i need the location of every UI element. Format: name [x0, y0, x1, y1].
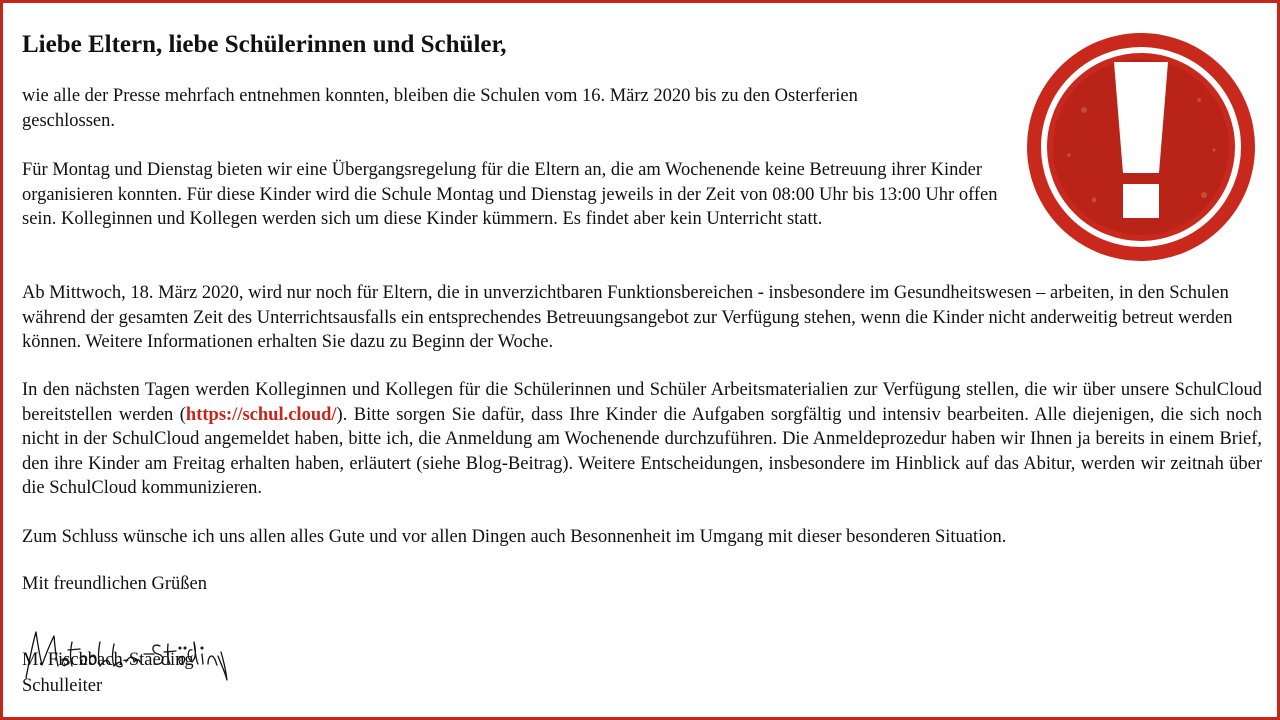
paragraph-schulcloud: [22, 378, 1262, 501]
paragraph-emergency-care: Ab Mittwoch, 18. März 2020, wird nur noch für Eltern, die in unverzichtbaren Funktionsbereichen - insbesondere im Gesundheitswesen – arbeiten, in den Schulen während der gesamten Zeit des Unterrichtsausfalls ein entsprechendes Betreuungsangebot zur Verfügung stehen, wenn die Kinder nicht anderweitig betreut werden können. Weitere Informationen erhalten Sie dazu zu Beginn der Woche.: [22, 283, 1233, 352]
exclamation-stamp-icon: [1024, 30, 1258, 264]
closing-salutation: Mit freundlichen Grüßen: [22, 574, 207, 594]
paragraph-transition-care: Für Montag und Dienstag bieten wir eine Übergangsregelung für die Eltern an, die am Wochenende keine Betreuung ihrer Kinder organisieren konnten. Für diese Kinder wird die Schule Montag und Dienstag jeweils in der Zeit von 08:00 Uhr bis 13:00 Uhr offen sein. Kolleginnen und Kollegen werden sich um diese Kinder kümmern. Es findet aber kein Unterricht statt.: [22, 160, 998, 229]
signer-title: Schulleiter: [22, 676, 103, 696]
handwritten-signature: [20, 602, 230, 684]
paragraph-school-closure: wie alle der Presse mehrfach entnehmen konnten, bleiben die Schulen vom 16. März 2020 bis zu den Osterferien geschlossen.: [22, 86, 858, 131]
paragraph-wishes: Zum Schluss wünsche ich uns allen alles Gute und vor allen Dingen auch Besonnenheit im Umgang mit dieser besonderen Situation.: [22, 527, 1007, 547]
schulcloud-text-before: In den nächsten Tagen werden Kolleginnen und Kollegen für die Schülerinnen und Schüler Arbeitsmaterialien zur Verfügung stellen, die wir über unsere SchulCloud bereitstellen werden (: [22, 380, 1262, 425]
schulcloud-text-after: ). Bitte sorgen Sie dafür, dass Ihre Kinder die Aufgaben sorgfältig und intensiv bearbeiten. Alle diejenigen, die sich noch nicht in der SchulCloud angemeldet haben, bitte ich, die Anmeldung am Wochenende durchzuführen. Die Anmeldeprozedur haben wir Ihnen ja bereits in einem Brief, den ihre Kinder am Freitag erhalten haben, erläutert (siehe Blog-Beitrag). Weitere Entscheidungen, insbesondere im Hinblick auf das Abitur, werden wir zeitnah über die SchulCloud kommunizieren.: [22, 404, 1262, 498]
schulcloud-link[interactable]: https://schul.cloud/: [185, 404, 337, 425]
signer-name: M. Fischbach-Staeding: [22, 650, 194, 670]
letter-greeting: Liebe Eltern, liebe Schülerinnen und Schüler,: [22, 31, 507, 58]
